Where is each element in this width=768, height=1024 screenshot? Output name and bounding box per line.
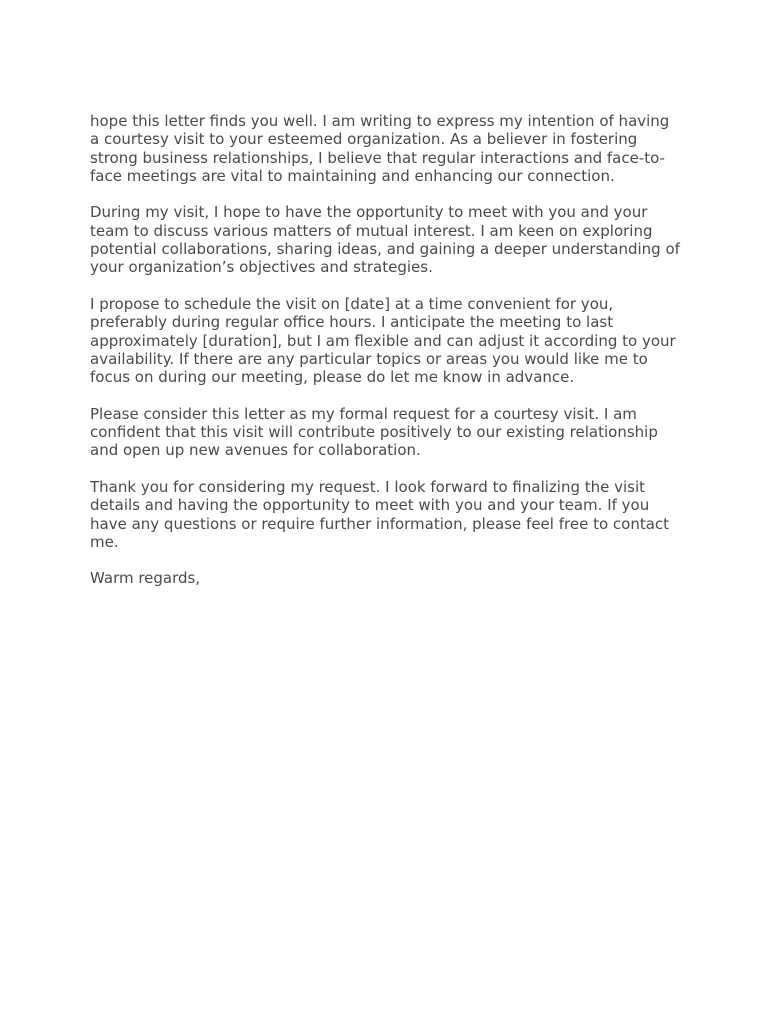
letter-paragraph-formal-request: Please consider this letter as my formal request for a courtesy visit. I am confident that this visit will contribute positively to our existing relationship and open up new avenues for collaboration. bbox=[90, 404, 658, 460]
letter-paragraph-opening: hope this letter finds you well. I am writing to express my intention of having a courtesy visit to your esteemed organization. As a believer in fostering strong business relationships, I believe that regular interactions and face-to-face meetings are vital to maintaining and enhancing our connection. bbox=[90, 112, 670, 185]
letter-paragraph-visit-purpose: During my visit, I hope to have the opportunity to meet with you and your team to discuss various matters of mutual interest. I am keen on exploring potential collaborations, sharing ideas, and gaining a deeper understanding of your organization’s objectives and strategies. bbox=[90, 203, 680, 277]
letter-paragraph-schedule: I propose to schedule the visit on [date] at a time convenient for you, preferably during regular office hours. I anticipate the meeting to last approximately [duration], but I am flexible and can adjust it according to your availability. If there are any particular topics or areas you would like me to focus on during our meeting, please do let me know in advance. bbox=[90, 294, 676, 387]
letter-body bbox=[90, 112, 680, 588]
letter-closing: Warm regards, bbox=[90, 569, 201, 588]
letter-paragraph-thanks: Thank you for considering my request. I look forward to finalizing the visit details and having the opportunity to meet with you and your team. If you have any questions or require further information, please feel free to contact me. bbox=[90, 477, 670, 551]
